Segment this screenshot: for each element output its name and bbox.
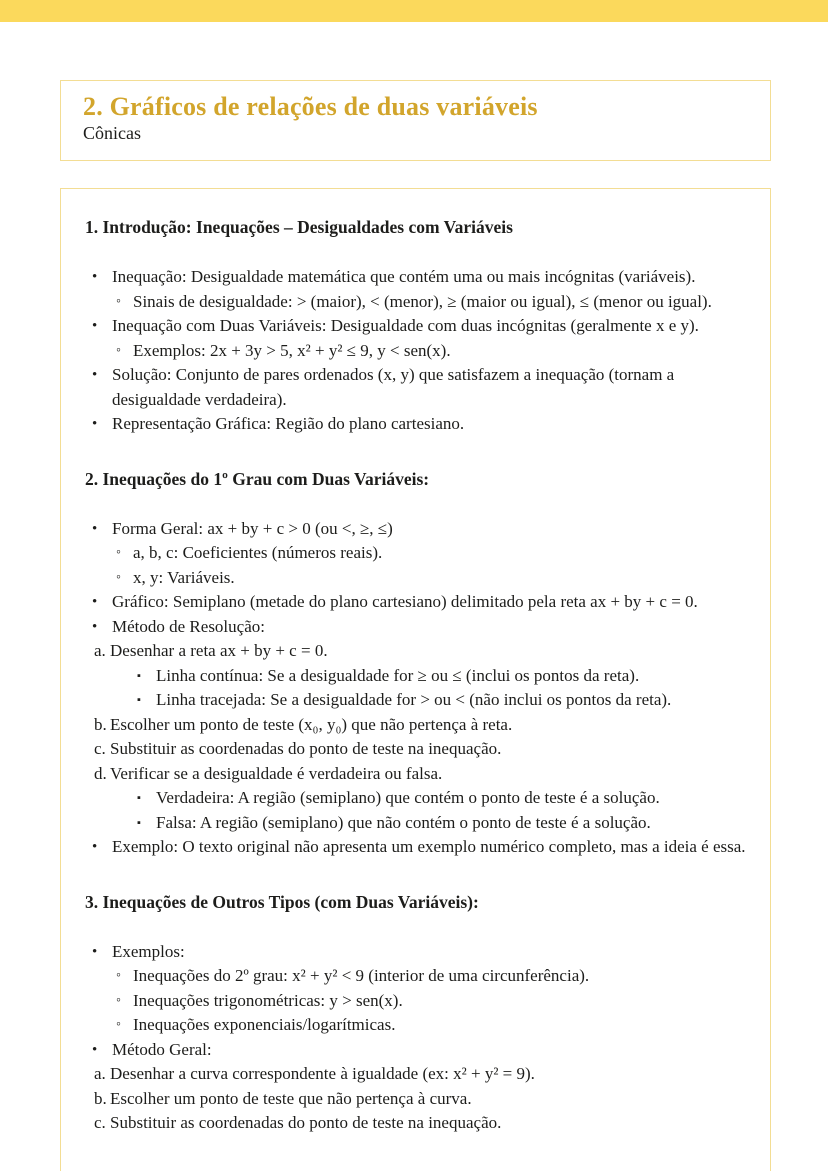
list-item (85, 314, 746, 339)
title-card (60, 80, 771, 161)
bullet-icon: • (92, 594, 98, 610)
circle-icon: ◦ (116, 545, 121, 560)
list-item (85, 737, 746, 762)
section (85, 215, 746, 437)
bullet-icon: • (92, 416, 98, 432)
list-item (85, 713, 746, 738)
list-item-text: Substituir as coordenadas do ponto de teste na inequação. (110, 739, 502, 758)
top-accent-bar (0, 0, 828, 22)
list-item-text: Sinais de desigualdade: > (maior), < (menor), ≥ (maior ou igual), ≤ (menor ou igual). (133, 291, 712, 311)
list-item (85, 1013, 746, 1038)
list-item (85, 1062, 746, 1087)
circle-icon: ◦ (116, 569, 121, 585)
list-item-text: Verificar se a desigualdade é verdadeira ou falsa. (110, 763, 443, 783)
bullet-icon: • (92, 367, 98, 383)
list-item (85, 566, 746, 591)
bullet-icon: • (92, 318, 98, 334)
list-item-text: x, y: Variáveis. (133, 567, 235, 587)
bullet-icon: • (92, 618, 98, 635)
list-item-text: Representação Gráfica: Região do plano cartesiano. (112, 414, 465, 433)
alpha-marker: a. (94, 1064, 106, 1083)
content-card (60, 188, 771, 1171)
list-item (85, 811, 746, 836)
list-item (85, 290, 746, 315)
alpha-marker: a. (94, 641, 106, 660)
list-item-text: Escolher um ponto de teste que não pertença à curva. (110, 1088, 472, 1108)
list-item-text: a, b, c: Coeficientes (números reais). (133, 543, 383, 562)
list-item-text: Substituir as coordenadas do ponto de teste na inequação. (110, 1113, 502, 1132)
list-item-text: Inequação: Desigualdade matemática que contém uma ou mais incógnitas (variáveis). (112, 267, 696, 286)
list-item (85, 339, 746, 364)
list-item-text: Inequações exponenciais/logarítmicas. (133, 1015, 396, 1034)
list-item-text: Linha contínua: Se a desigualdade for ≥ ou ≤ (inclui os pontos da reta). (156, 665, 640, 685)
list-item (85, 265, 746, 290)
alpha-marker: d. (94, 763, 107, 783)
alpha-marker: b. (94, 1088, 107, 1108)
list-item (85, 541, 746, 566)
list-item-text: Gráfico: Semiplano (metade do plano cartesiano) delimitado pela reta ax + by + c = 0. (112, 592, 698, 611)
alpha-marker: b. (94, 714, 107, 734)
circle-icon: ◦ (116, 992, 121, 1008)
list-item (85, 762, 746, 787)
section (85, 467, 746, 860)
page-subtitle: Cônicas (83, 123, 141, 143)
section-heading: 1. Introdução: Inequações – Desigualdades com Variáveis (85, 217, 513, 237)
square-icon: ▪ (137, 792, 141, 804)
square-icon: ▪ (137, 816, 141, 829)
notes-body (85, 215, 746, 1136)
list-item (85, 940, 746, 965)
list-item-text: Falsa: A região (semiplano) que não contém o ponto de teste é a solução. (156, 812, 651, 832)
bullet-icon: • (92, 1041, 98, 1058)
page-title: 2. Gráficos de relações de duas variáveis (83, 92, 538, 121)
list-item-text: Solução: Conjunto de pares ordenados (x, y) que satisfazem a inequação (tornam a desigualdade verdadeira). (112, 365, 675, 409)
list-item-text: Desenhar a reta ax + by + c = 0. (110, 641, 328, 660)
list-item (85, 688, 746, 713)
list-item (85, 1087, 746, 1112)
list-item-text: Método Geral: (112, 1039, 212, 1059)
list-item-text: Inequações trigonométricas: y > sen(x). (133, 990, 403, 1010)
list-item (85, 517, 746, 542)
list-item-text: Inequações do 2º grau: x² + y² < 9 (interior de uma circunferência). (133, 966, 590, 985)
list-item-text: Inequação com Duas Variáveis: Desigualdade com duas incógnitas (geralmente x e y). (112, 316, 699, 335)
circle-icon: ◦ (116, 1017, 121, 1032)
list-item-text: Linha tracejada: Se a desigualdade for > ou < (não inclui os pontos da reta). (156, 690, 672, 709)
section-heading: 2. Inequações do 1º Grau com Duas Variáveis: (85, 468, 430, 489)
list-item-text: Exemplo: O texto original não apresenta um exemplo numérico completo, mas a ideia é essa. (112, 837, 746, 856)
list-item-text: Método de Resolução: (112, 616, 265, 636)
list-item-text: Forma Geral: ax + by + c > 0 (ou <, ≥, ≤) (112, 518, 393, 538)
list-item-text: Verdadeira: A região (semiplano) que contém o ponto de teste é a solução. (156, 788, 660, 807)
list-item (85, 363, 746, 412)
list-item (85, 786, 746, 811)
list-item (85, 835, 746, 860)
circle-icon: ◦ (116, 342, 121, 358)
circle-icon: ◦ (116, 293, 121, 309)
list-item (85, 1038, 746, 1063)
list-item (85, 664, 746, 689)
alpha-marker: c. (94, 1113, 106, 1132)
list-item-text: Escolher um ponto de teste (x₀, y₀) que não pertença à reta. (110, 714, 513, 734)
list-item (85, 964, 746, 989)
list-item-text: Exemplos: (112, 941, 185, 961)
section (85, 890, 746, 1136)
section-heading: 3. Inequações de Outros Tipos (com Duas Variáveis): (85, 891, 479, 912)
square-icon: ▪ (137, 669, 141, 682)
bullet-icon: • (92, 269, 98, 285)
alpha-marker: c. (94, 739, 106, 758)
list-item (85, 639, 746, 664)
list-item (85, 412, 746, 437)
circle-icon: ◦ (116, 968, 121, 983)
list-item (85, 590, 746, 615)
list-item-text: Desenhar a curva correspondente à igualdade (ex: x² + y² = 9). (110, 1064, 535, 1083)
square-icon: ▪ (137, 694, 141, 706)
list-item (85, 615, 746, 640)
list-item-text: Exemplos: 2x + 3y > 5, x² + y² ≤ 9, y < sen(x). (133, 340, 451, 360)
bullet-icon: • (92, 943, 98, 960)
list-item (85, 989, 746, 1014)
list-item (85, 1111, 746, 1136)
bullet-icon: • (92, 520, 98, 537)
bullet-icon: • (92, 839, 98, 855)
